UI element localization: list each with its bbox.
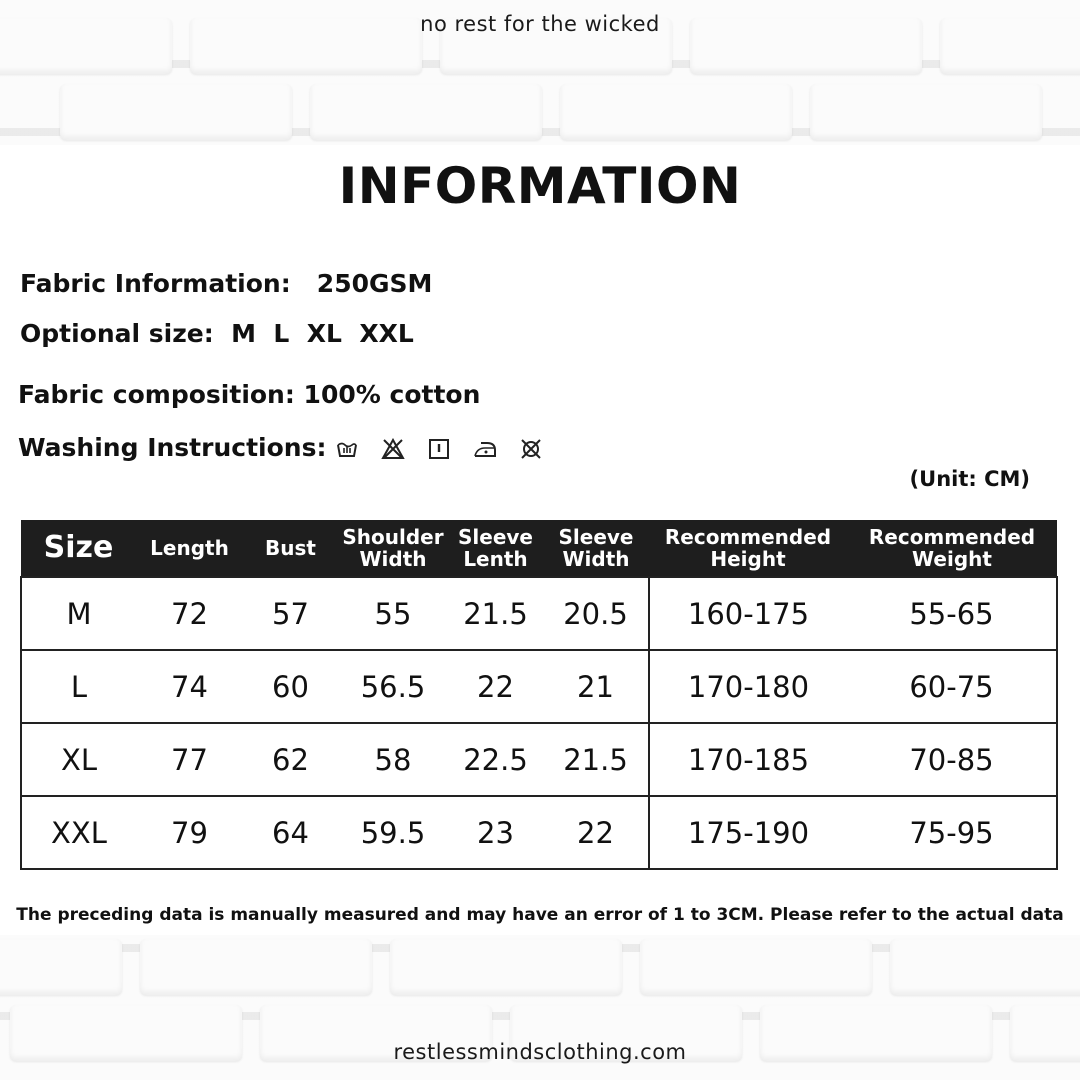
- table-cell: 175-190: [649, 796, 847, 869]
- fabric-composition: Fabric composition: 100% cotton: [18, 380, 481, 409]
- table-header-text: Sleeve: [458, 525, 533, 549]
- table-header-text: Weight: [912, 547, 992, 571]
- table-row: [21, 650, 1057, 723]
- table-cell: 62: [243, 723, 338, 796]
- brick: [810, 84, 1042, 140]
- table-header-cell: [448, 520, 543, 577]
- iron-low-icon: [473, 438, 497, 464]
- optional-size: Optional size: M L XL XXL: [20, 319, 414, 348]
- size-chart-table: [20, 520, 1058, 870]
- table-cell: 23: [448, 796, 543, 869]
- unit-label: (Unit: CM): [909, 467, 1030, 491]
- table-header-text: Recommended: [868, 525, 1036, 549]
- table-header-cell: [649, 520, 847, 577]
- table-header-cell: [338, 520, 448, 577]
- brick: [640, 939, 872, 995]
- table-cell: 60: [243, 650, 338, 723]
- table-cell: L: [21, 650, 136, 723]
- tumble-dry-icon: [427, 438, 451, 464]
- table-row: [21, 577, 1057, 650]
- table-cell: 22: [448, 650, 543, 723]
- table-cell: 58: [338, 723, 448, 796]
- table-header-text: Width: [359, 547, 427, 571]
- brick: [60, 84, 292, 140]
- table-cell: 79: [136, 796, 243, 869]
- table-cell: 56.5: [338, 650, 448, 723]
- table-header-cell: [847, 520, 1057, 577]
- table-row: [21, 796, 1057, 869]
- table-header-cell: [21, 520, 136, 577]
- tagline: no rest for the wicked: [420, 12, 660, 36]
- table-cell: 55-65: [847, 577, 1057, 650]
- table-header-cell: [136, 520, 243, 577]
- fabric-information: Fabric Information: 250GSM: [20, 269, 433, 298]
- table-cell: 170-180: [649, 650, 847, 723]
- table-cell: 60-75: [847, 650, 1057, 723]
- table-cell: 70-85: [847, 723, 1057, 796]
- do-not-bleach-icon: [381, 438, 405, 464]
- table-cell: 75-95: [847, 796, 1057, 869]
- table-cell: 21.5: [543, 723, 649, 796]
- table-header-text: Width: [562, 547, 630, 571]
- table-cell: M: [21, 577, 136, 650]
- hand-wash-icon: [335, 438, 359, 464]
- brick: [890, 939, 1080, 995]
- table-cell: 57: [243, 577, 338, 650]
- brick: [390, 939, 622, 995]
- table-cell: 77: [136, 723, 243, 796]
- table-header-text: Bust: [265, 536, 316, 560]
- table-header-text: Length: [150, 536, 229, 560]
- table-cell: 74: [136, 650, 243, 723]
- table-header-text: Lenth: [463, 547, 528, 571]
- table-header-text: Shoulder: [342, 525, 444, 549]
- washing-instructions-label: Washing Instructions:: [18, 433, 327, 462]
- table-cell: 21: [543, 650, 649, 723]
- table-row: [21, 723, 1057, 796]
- table-cell: 20.5: [543, 577, 649, 650]
- washing-icons: [335, 438, 543, 464]
- table-cell: 59.5: [338, 796, 448, 869]
- brick: [140, 939, 372, 995]
- brick: [310, 84, 542, 140]
- information-panel: [0, 145, 1080, 935]
- table-cell: 64: [243, 796, 338, 869]
- brick: [560, 84, 792, 140]
- table-cell: 170-185: [649, 723, 847, 796]
- table-cell: 22: [543, 796, 649, 869]
- measurement-note: The preceding data is manually measured and may have an error of 1 to 3CM. Please refer to the actual data: [16, 905, 1064, 925]
- table-cell: 22.5: [448, 723, 543, 796]
- table-cell: 21.5: [448, 577, 543, 650]
- table-header-text: Sleeve: [558, 525, 634, 549]
- table-header-text: Size: [43, 530, 114, 565]
- table-header-text: Height: [710, 547, 786, 571]
- brick: [0, 939, 122, 995]
- table-header-row: [21, 520, 1057, 577]
- table-header-text: Recommended: [664, 525, 832, 549]
- do-not-dry-clean-icon: [519, 438, 543, 464]
- table-cell: 55: [338, 577, 448, 650]
- table-body: [21, 577, 1057, 869]
- website-url: restlessmindsclothing.com: [393, 1040, 687, 1064]
- table-cell: 160-175: [649, 577, 847, 650]
- table-header-cell: [543, 520, 649, 577]
- page-title: INFORMATION: [338, 157, 742, 215]
- table-cell: XXL: [21, 796, 136, 869]
- table-cell: 72: [136, 577, 243, 650]
- table-cell: XL: [21, 723, 136, 796]
- table-header-cell: [243, 520, 338, 577]
